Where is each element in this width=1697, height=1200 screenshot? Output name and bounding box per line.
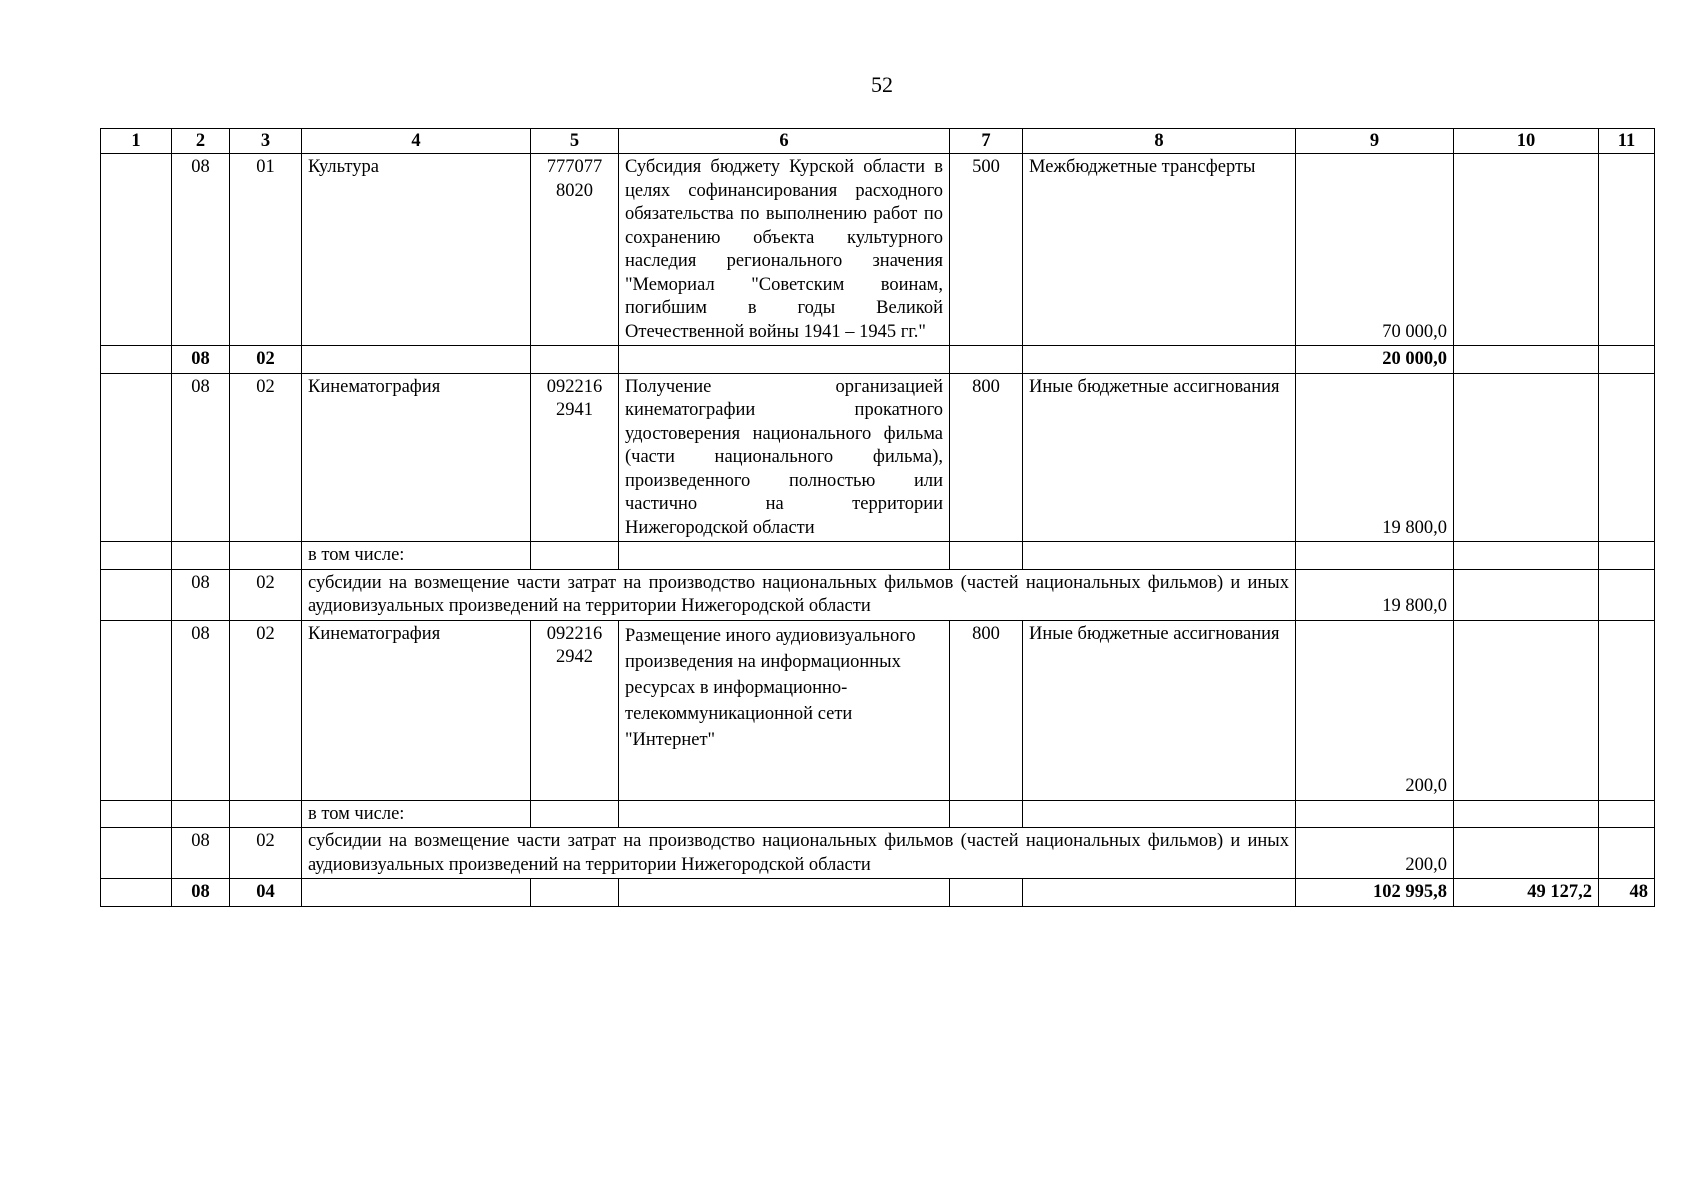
- header-cell: 2: [172, 129, 230, 154]
- table-row-subtotal-0802: [101, 346, 1655, 374]
- expense-type-code: 500: [950, 154, 1023, 346]
- subsection-code: 02: [230, 373, 302, 542]
- amount: 19 800,0: [1296, 373, 1454, 542]
- header-cell: 5: [531, 129, 619, 154]
- expense-type-code: 800: [950, 373, 1023, 542]
- expense-description: Субсидия бюджету Курской области в целях софинансирования расходного обязательства по выполнению работ по сохранению объекта культурного наследия регионального значения "Мемориал "Советским воинам, погибшим в годы Великой Отечественной войны 1941 – 1945 гг.": [619, 154, 950, 346]
- expense-description: Размещение иного аудиовизуального произведения на информационных ресурсах в информационно-телекоммуникационной сети "Интернет": [619, 620, 950, 800]
- header-cell: 11: [1599, 129, 1655, 154]
- subtotal-value-col11: 48: [1599, 879, 1655, 907]
- table-row-subtotal-0804: [101, 879, 1655, 907]
- header-cell: 3: [230, 129, 302, 154]
- table-row-including: [101, 800, 1655, 828]
- budget-table: [100, 128, 1655, 907]
- header-row: [101, 129, 1655, 154]
- amount: 19 800,0: [1296, 569, 1454, 620]
- header-cell: 1: [101, 129, 172, 154]
- header-cell: 8: [1023, 129, 1296, 154]
- table-row-cinema-2942: [101, 620, 1655, 800]
- expense-type-name: Иные бюджетные ассигнования: [1023, 620, 1296, 800]
- expense-description: Получение организацией кинематографии прокатного удостоверения национального фильма (части национального фильма), произведенного полностью или частично на территории Нижегородской области: [619, 373, 950, 542]
- header-cell: 7: [950, 129, 1023, 154]
- expense-type-name: Межбюджетные трансферты: [1023, 154, 1296, 346]
- header-cell: 9: [1296, 129, 1454, 154]
- subtotal-amount: 20 000,0: [1296, 346, 1454, 374]
- table-row-culture: [101, 154, 1655, 346]
- table-row-subsidy: [101, 828, 1655, 879]
- subtotal-amount: 102 995,8: [1296, 879, 1454, 907]
- header-cell: 6: [619, 129, 950, 154]
- amount: 70 000,0: [1296, 154, 1454, 346]
- section-code: 08: [172, 346, 230, 374]
- subsection-code: 04: [230, 879, 302, 907]
- target-code: 777077 8020: [531, 154, 619, 346]
- amount: 200,0: [1296, 828, 1454, 879]
- subsection-code: 02: [230, 346, 302, 374]
- subsection-code: 02: [230, 620, 302, 800]
- including-label: в том числе:: [302, 542, 531, 570]
- table-row-cinema-2941: [101, 373, 1655, 542]
- section-code: 08: [172, 154, 230, 346]
- subtotal-amount-col10: 49 127,2: [1454, 879, 1599, 907]
- expense-type-name: Иные бюджетные ассигнования: [1023, 373, 1296, 542]
- table-row-subsidy: [101, 569, 1655, 620]
- page-number: 52: [871, 72, 893, 97]
- target-code: 092216 2942: [531, 620, 619, 800]
- section-code: 08: [172, 620, 230, 800]
- subsidy-description: субсидии на возмещение части затрат на производство национальных фильмов (частей национальных фильмов) и иных аудиовизуальных произведений на территории Нижегородской области: [302, 569, 1296, 620]
- section-code: 08: [172, 828, 230, 879]
- header-cell: 4: [302, 129, 531, 154]
- subsidy-description: субсидии на возмещение части затрат на производство национальных фильмов (частей национальных фильмов) и иных аудиовизуальных произведений на территории Нижегородской области: [302, 828, 1296, 879]
- header-cell: 10: [1454, 129, 1599, 154]
- section-name: Культура: [302, 154, 531, 346]
- subsection-code: 02: [230, 828, 302, 879]
- table-row-including: [101, 542, 1655, 570]
- section-code: 08: [172, 373, 230, 542]
- section-name: Кинематография: [302, 373, 531, 542]
- subsection-code: 02: [230, 569, 302, 620]
- including-label: в том числе:: [302, 800, 531, 828]
- expense-type-code: 800: [950, 620, 1023, 800]
- amount: 200,0: [1296, 620, 1454, 800]
- target-code: 092216 2941: [531, 373, 619, 542]
- section-name: Кинематография: [302, 620, 531, 800]
- section-code: 08: [172, 569, 230, 620]
- section-code: 08: [172, 879, 230, 907]
- subsection-code: 01: [230, 154, 302, 346]
